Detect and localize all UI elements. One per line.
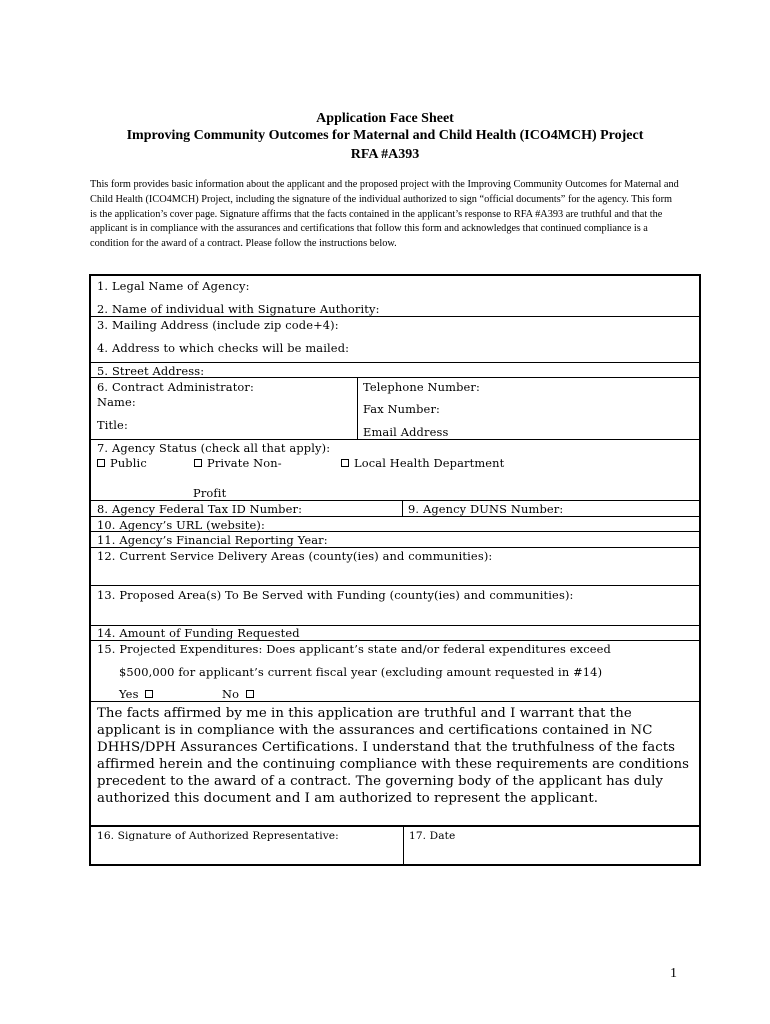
- field-signature-authority[interactable]: 2. Name of individual with Signature Authority:: [97, 302, 380, 316]
- field-projected-expenditures: 15. Projected Expenditures: Does applicant’s state and/or federal expenditures exceed: [97, 642, 611, 656]
- field-email[interactable]: Email Address: [363, 425, 449, 439]
- field-contract-administrator: 6. Contract Administrator:: [97, 380, 255, 394]
- field-agency-status: 7. Agency Status (check all that apply):: [97, 441, 331, 455]
- field-expenditures-detail: $500,000 for applicant’s current fiscal year (excluding amount requested in #14): [119, 665, 603, 679]
- form-title: Application Face Sheet: [316, 111, 454, 126]
- affirmation-statement: The facts affirmed by me in this application are truthful and I warrant that the applicant is in compliance with the assurances and certifications contained in NC DHHS/DPH Assurances Certifications. I understand that the truthfulness of the facts affirmed herein and the continuing compliance with these requirements are conditions precedent to the award of a contract. The governing body of the applicant has duly authorized this document and I am authorized to represent the applicant.: [97, 706, 689, 806]
- checkbox-private-nonprofit[interactable]: Private Non-: [194, 456, 282, 470]
- checkbox-icon[interactable]: [246, 690, 254, 698]
- field-street-address[interactable]: 5. Street Address:: [97, 364, 205, 378]
- field-proposed-areas[interactable]: 13. Proposed Area(s) To Be Served with Funding (county(ies) and communities):: [97, 588, 574, 602]
- field-signature[interactable]: 16. Signature of Authorized Representative:: [97, 830, 339, 842]
- checkbox-icon[interactable]: [194, 459, 202, 467]
- project-title: Improving Community Outcomes for Maternal and Child Health (ICO4MCH) Project: [126, 128, 644, 143]
- field-telephone[interactable]: Telephone Number:: [363, 380, 480, 394]
- field-agency-url[interactable]: 10. Agency’s URL (website):: [97, 518, 265, 532]
- field-date[interactable]: 17. Date: [409, 830, 456, 842]
- checkbox-public[interactable]: Public: [97, 456, 147, 470]
- checkbox-icon[interactable]: [341, 459, 349, 467]
- field-legal-name[interactable]: 1. Legal Name of Agency:: [97, 279, 250, 293]
- rfa-number: RFA #A393: [350, 147, 420, 162]
- page-number: 1: [670, 966, 677, 981]
- label-profit: Profit: [193, 486, 227, 500]
- option-yes[interactable]: Yes: [119, 687, 158, 701]
- field-check-address[interactable]: 4. Address to which checks will be mailed:: [97, 341, 350, 355]
- field-duns-number[interactable]: 9. Agency DUNS Number:: [408, 502, 564, 516]
- checkbox-icon[interactable]: [145, 690, 153, 698]
- field-financial-year[interactable]: 11. Agency’s Financial Reporting Year:: [97, 533, 328, 547]
- field-service-areas[interactable]: 12. Current Service Delivery Areas (county(ies) and communities):: [97, 549, 493, 563]
- intro-paragraph: This form provides basic information about the applicant and the proposed project with the Improving Community Outcomes for Maternal and Child Health (ICO4MCH) Project, including the signature of the individual authorized to sign “official documents” for the agency. This form is the application’s cover page. Signature affirms that the facts contained in the applicant’s response to RFA #A393 are truthful and that the applicant is in compliance with the assurances and certifications that follow this form and acknowledges that continued compliance is a condition for the award of a contract. Please follow the instructions below.: [90, 179, 679, 250]
- field-admin-name[interactable]: Name:: [97, 395, 136, 409]
- field-fax[interactable]: Fax Number:: [363, 402, 441, 416]
- checkbox-local-health-department[interactable]: Local Health Department: [341, 456, 504, 470]
- field-admin-title[interactable]: Title:: [97, 418, 128, 432]
- checkbox-icon[interactable]: [97, 459, 105, 467]
- field-funding-requested[interactable]: 14. Amount of Funding Requested: [97, 626, 300, 640]
- option-no[interactable]: No: [222, 687, 259, 701]
- application-form: [89, 274, 701, 866]
- field-federal-tax-id[interactable]: 8. Agency Federal Tax ID Number:: [97, 502, 303, 516]
- field-mailing-address[interactable]: 3. Mailing Address (include zip code+4):: [97, 318, 339, 332]
